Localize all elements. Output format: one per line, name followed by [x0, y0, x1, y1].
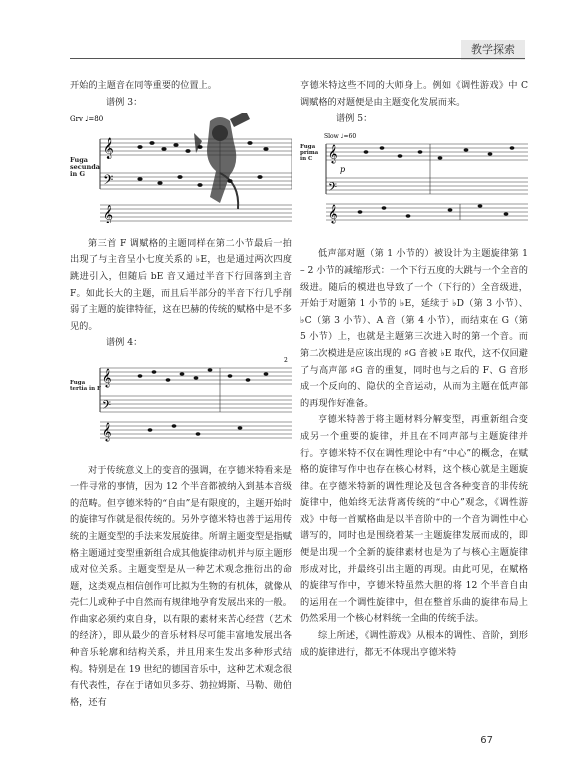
paragraph: 低声部对题（第 1 小节的）被设计为主题旋律第 1 – 2 小节的减缩形式：一个下行五度的大跳与一个全音的级进。随后的模进也导致了一个（下行的）全音级进，开始于对题第 1 小节的 ♭E，延续于 ♭D（第 3 小节）、♭C（第 3 小节）、A 音（第 4 小节），而结束在 G（第 5 小节）上，也就是主题第三次进入时的第一个音。而第二次模进是应该出现的 ♯G 音被 ♭E 取代，这不仅回避了与高声部 ♯G 音的重复，同时也与之后的 F、G 音形成一个反向的、隐伏的全音运动，从而为主题在低声部的再现作好准备。 [300, 248, 528, 409]
treble-clef-icon: 𝄞 [103, 138, 114, 160]
staff-3 [326, 204, 528, 220]
music-example-4 [70, 354, 292, 457]
treble-clef-icon: 𝄞 [102, 367, 112, 387]
music-example-5 [300, 130, 528, 241]
paragraph: 开始的主题音在同等重要的位置上。 [70, 80, 217, 91]
treble-clef-icon: 𝄞 [328, 203, 338, 223]
paragraph: 综上所述，《调性游戏》从根本的调性、音阶，到形成的旋律进行，都无不体现出亨德米特 [300, 630, 528, 658]
treble-clef-icon: 𝄞 [328, 143, 338, 163]
page-number: 67 [480, 735, 493, 746]
staff-1 [100, 368, 292, 384]
right-column [300, 78, 528, 661]
part-label: Fuga tertia in F [70, 379, 101, 392]
notes [137, 141, 268, 187]
staff-2 [326, 178, 528, 194]
section-label: 教学探索 [461, 40, 525, 60]
paragraph: 对于传统意义上的变音的强调，在亨德米特看来是一件寻常的事情，因为 12 个半音都被纳入到基本音级的范畴。但亨德米特的“自由”是有限度的，主题开始时的旋律写作就是很传统的。另外亨德米特也善于运用传统的主题变型的手法来发展旋律。所谓主题变型是指赋格主题通过变型重新组合成其他旋律动机并与原主题形成对位关系。主题变型是从一种艺术观念推衍出的命题，这类观点相信创作可比拟为生物的有机体，就像从壳仁儿或种子中自然而有规律地孕育发展出来的一般。作曲家必须约束自身，以有限的素材来苦心经营（艺术的经济），即从最少的音乐材料尽可能丰富地发展出各种音乐轮廓和结构关系，并且用来生发出多种形式结构。特别是在 19 世纪的德国音乐中，这种艺术观念很有代表性，存在于诸如贝多芬、勃拉姆斯、马勒、勋伯格，还有 [70, 464, 292, 708]
cartoon-illustration [194, 113, 250, 209]
part-label: Fuga prima in C [300, 143, 319, 162]
treble-clef-icon: 𝄞 [102, 421, 112, 441]
staff-1 [326, 144, 528, 160]
dynamic-marking: p [340, 164, 346, 174]
bass-clef-icon: 𝄢 [102, 398, 112, 415]
part-label: Fuga secunda in G [70, 157, 100, 179]
measure-number: 2 [284, 356, 288, 364]
treble-clef-icon: 𝄞 [103, 205, 114, 224]
bass-clef-icon: 𝄢 [103, 172, 114, 192]
bass-clef-icon: 𝄢 [328, 180, 338, 197]
paragraph: 第三首 F 调赋格的主题同样在第二小节最后一拍出现了与主音呈小七度关系的 ♭E，也是通过两次四度跳进引入，但随后 bE 音又通过半音下行回落到主音 F。如此长大的主题，而且后半部分的半音下行几乎削弱了主题的旋律特征，这在巴赫的传统的赋格中是不多见的。 [70, 237, 292, 332]
staff-bass [100, 172, 292, 192]
notes [364, 146, 515, 159]
paragraph: 亨德米特善于将主题材料分解变型，再重新组合变成另一个重要的旋律，并且在不同声部与主题旋律并行。亨德米特不仅在调性理论中有“中心”的概念，在赋格的旋律写作中也存在核心材料，这个核心就是主题旋律。在亨德米特新的调性理论及包含各种变音的非传统旋律中，他始终无法背离传统的“中心”观念，《调性游戏》中每一首赋格曲是以半音阶中的一个音为调性中心谱写的，同时也是围绕着某一主题旋律发展而成的，即便是出现一个全新的旋律素材也是为了与核心主题旋律形成对比，并最终引出主题的再现。由此可见，在赋格的旋律写作中，亨德米特虽然大胆的将 12 个半音自由的运用在一个调性旋律中，但在整首乐曲的旋律布局上仍然采用一个核心材料统一全曲的传统手法。 [300, 414, 528, 625]
tempo-marking: Grv ♩=80 [70, 115, 104, 124]
paragraph: 亨德米特这些不同的大师身上。例如《调性游戏》中 C 调赋格的对题便是由主题变化发展而来。 [300, 80, 528, 108]
tempo-marking: Slow ♩=60 [324, 132, 357, 140]
staff-3 [100, 422, 292, 438]
notes [138, 368, 269, 381]
staff-2 [100, 396, 292, 412]
header-rule [70, 58, 525, 59]
music-example-3 [70, 113, 292, 230]
example-4-label: 谱例 4： [106, 337, 143, 349]
left-column [70, 78, 292, 711]
example-5-label: 谱例 5： [336, 113, 373, 125]
staff-treble-2 [100, 205, 292, 224]
example-3-label: 谱例 3： [106, 96, 143, 108]
